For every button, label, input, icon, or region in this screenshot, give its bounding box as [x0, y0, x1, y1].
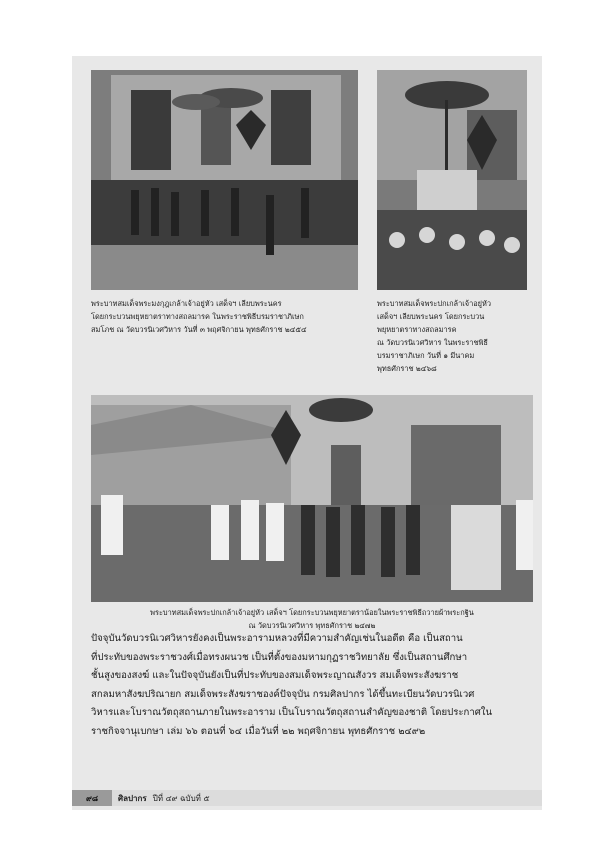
caption-middle: พระบาทสมเด็จพระปกเกล้าเจ้าอยู่หัว เสด็จฯ โดยกระบวนพยุหยาตราน้อยในพระราชพิธีถวายผ้าพระกฐิน ณ วัดบวรนิเวศวิหาร พุทธศักราช ๒๔๗๒	[150, 608, 474, 630]
photo-top-right-palanquin	[377, 70, 527, 290]
page-number: ๙๘	[85, 792, 99, 803]
photo-top-left-procession	[91, 70, 358, 290]
caption-top-right: พระบาทสมเด็จพระปกเกล้าเจ้าอยู่หัว เสด็จฯ เลียบพระนคร โดยกระบวน พยุหยาตราทางสถลมารค ณ วัดบวรนิเวศวิหาร ในพระราชพิธี บรมราชาภิเษก วันที่ ๑ มีนาคม พุทธศักราช ๒๔๖๘	[377, 299, 492, 373]
photo-middle-procession	[91, 395, 533, 602]
body-paragraph: ปัจจุบันวัดบวรนิเวศวิหารยังคงเป็นพระอารามหลวงที่มีความสำคัญเช่นในอดีต คือ เป็นสถาน ที่ประทับของพระราชวงศ์เมื่อทรงผนวช เป็นที่ตั้งของมหามกุฏราชวิทยาลัย ซึ่งเป็นสถานศึกษา ชั้นสูงของสงฆ์ และในปัจจุบันยังเป็นที่ประทับของสมเด็จพระญาณสังวร สมเด็จพระสังฆราช สกลมหาสังฆปริณายก สมเด็จพระสังฆราชองค์ปัจจุบัน กรมศิลปากร ได้ขึ้นทะเบียนวัดบวรนิเวศ วิหารและโบราณวัตถุสถานภายในพระอาราม เป็นโบราณวัตถุสถานสำคัญของชาติ โดยประกาศใน ราชกิจจานุเบกษา เล่ม ๖๖ ตอนที่ ๖๔ เมื่อวันที่ ๒๒ พฤศจิกายน พุทธศักราช ๒๔๙๒	[91, 633, 493, 737]
issue-info: ปีที่ ๔๙ ฉบับที่ ๕	[152, 793, 210, 803]
page-footer	[72, 790, 542, 806]
caption-top-left: พระบาทสมเด็จพระมงกุฎเกล้าเจ้าอยู่หัว เสด็จฯ เลียบพระนคร โดยกระบวนพยุหยาตราทางสถลมารค ในพระราชพิธีบรมราชาภิเษก สมโภช ณ วัดบวรนิเวศวิหาร วันที่ ๓ พฤศจิกายน พุทธศักราช ๒๔๕๔	[91, 299, 307, 334]
magazine-title: ศิลปากร	[118, 792, 147, 803]
